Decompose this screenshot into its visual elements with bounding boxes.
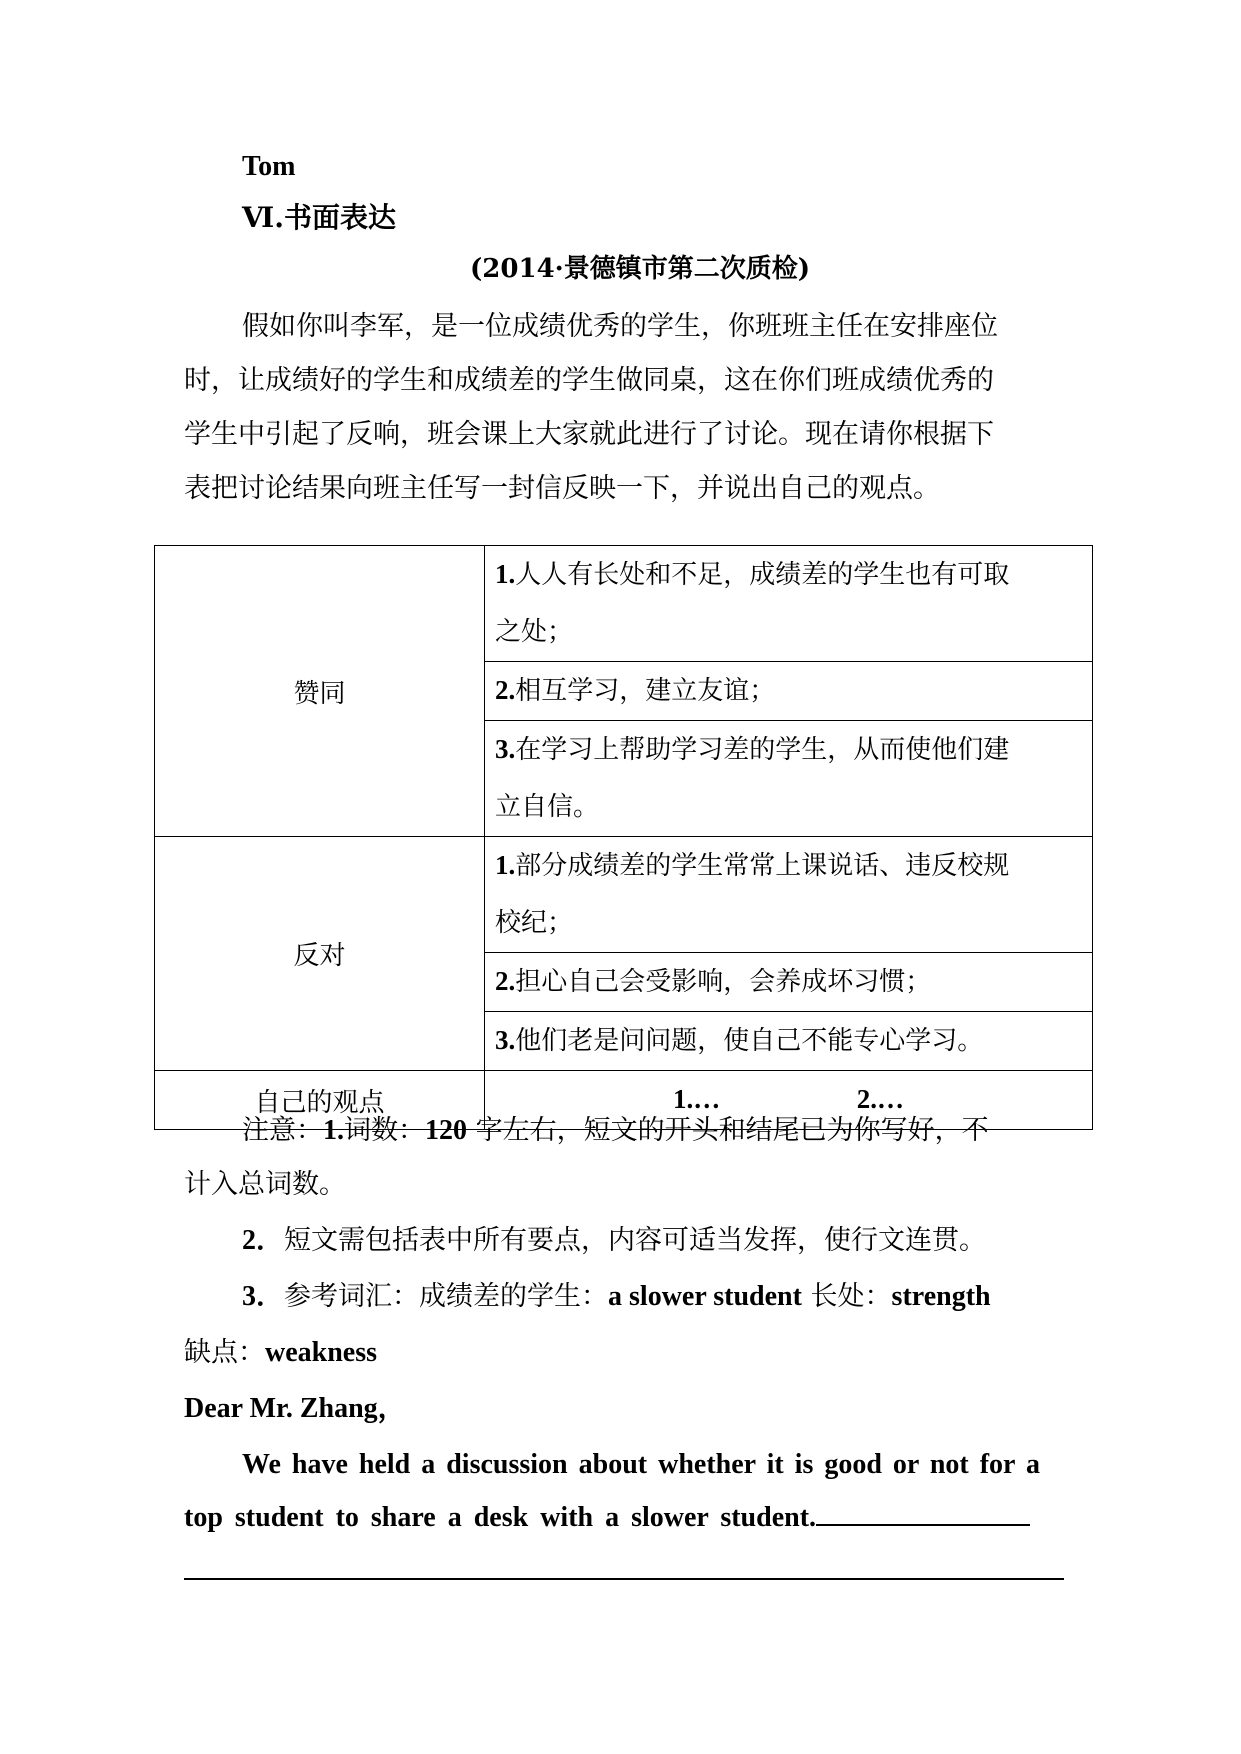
letter-body-line-2: top student to share a desk with a slower student.: [184, 1500, 1064, 1533]
agree-item-1: 1.人人有长处和不足，成绩差的学生也有可取 之处；: [485, 546, 1093, 662]
opinion-label: 自己的观点: [155, 1071, 485, 1130]
oppose-label: 反对: [155, 837, 485, 1071]
header-name: Tom: [242, 151, 296, 182]
agree-item-3: 3.在学习上帮助学习差的学生，从而使他们建 立自信。: [485, 721, 1093, 837]
note-3: 3．参考词汇：成绩差的学生：a slower student 长处：strength: [242, 1281, 991, 1312]
prompt-line-2: 时，让成绩好的学生和成绩差的学生做同桌，这在你们班成绩优秀的: [184, 365, 994, 396]
prompt-line-3: 学生中引起了反响，班会课上大家就此进行了讨论。现在请你根据下: [184, 419, 994, 450]
oppose-item-3: 3.他们老是问问题，使自己不能专心学习。: [485, 1012, 1093, 1071]
opinion-point-1: 1.…: [672, 1084, 721, 1114]
note-1: 注意：1.词数：120 字左右，短文的开头和结尾已为你写好，不: [242, 1115, 989, 1146]
prompt-line-4: 表把讨论结果向班主任写一封信反映一下，并说出自己的观点。: [184, 473, 940, 504]
agree-label: 赞同: [155, 546, 485, 837]
opinion-point-2: 2.…: [856, 1084, 905, 1114]
note-2: 2．短文需包括表中所有要点，内容可适当发挥，使行文连贯。: [242, 1225, 987, 1256]
answer-blank-line[interactable]: [184, 1578, 1064, 1580]
note-3-cont: 缺点：weakness: [184, 1337, 378, 1368]
note-1-cont: 计入总词数。: [184, 1169, 346, 1200]
prompt-line-1: 假如你叫李军，是一位成绩优秀的学生，你班班主任在安排座位: [242, 311, 998, 342]
discussion-table: [154, 545, 1093, 1130]
source-line: (2014·景德镇市第二次质检): [470, 254, 811, 284]
agree-item-2: 2.相互学习，建立友谊；: [485, 662, 1093, 721]
oppose-item-2: 2.担心自己会受影响，会养成坏习惯；: [485, 953, 1093, 1012]
oppose-item-1: 1.部分成绩差的学生常常上课说话、违反校规 校纪；: [485, 837, 1093, 953]
letter-body-line-1: We have held a discussion about whether it is good or not for a: [242, 1449, 1040, 1480]
letter-salutation: Dear Mr. Zhang，: [184, 1393, 406, 1424]
answer-blank[interactable]: [816, 1500, 1030, 1526]
section-title: Ⅵ.书面表达: [242, 201, 396, 234]
